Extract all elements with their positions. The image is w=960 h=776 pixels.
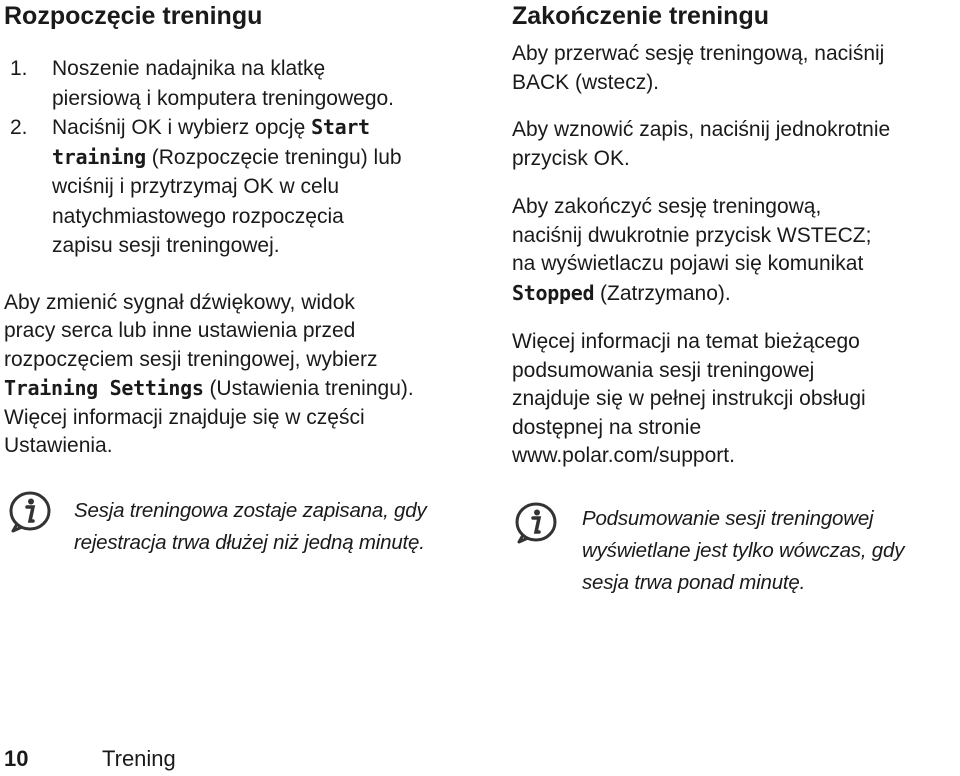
display-term-stopped: Stopped bbox=[512, 280, 595, 305]
paragraph-line: dostępnej na stronie bbox=[512, 415, 702, 439]
support-link[interactable]: www.polar.com/support. bbox=[512, 444, 735, 467]
paragraph-line: Ustawienia. bbox=[4, 434, 113, 457]
section-heading-end: Zakończenie treningu bbox=[512, 2, 769, 30]
paragraph-stop bbox=[512, 40, 958, 97]
footer-section-title: Trening bbox=[102, 746, 176, 771]
note-text bbox=[512, 503, 958, 599]
paragraph-text: (Zatrzymano). bbox=[594, 281, 731, 305]
step-number: 1. bbox=[10, 57, 28, 80]
paragraph-line: BACK (wstecz). bbox=[512, 70, 660, 94]
paragraph-line: Aby przerwać sesję treningową, naciśnij bbox=[512, 42, 885, 65]
paragraph-line: na wyświetlaczu pojawi się komunikat bbox=[512, 252, 864, 275]
paragraph-more-info bbox=[512, 328, 958, 471]
page-number: 10 bbox=[4, 746, 29, 771]
paragraph-line: pracy serca lub inne ustawienia przed bbox=[4, 319, 356, 342]
paragraph-line: znajduje się w pełnej instrukcji obsługi bbox=[512, 387, 866, 410]
step-line: piersiową i komputera treningowego. bbox=[52, 86, 395, 110]
step-line: Noszenie nadajnika na klatkę bbox=[52, 57, 326, 80]
note-line: sesja trwa ponad minutę. bbox=[582, 570, 806, 594]
display-term-training-settings: Training Settings bbox=[4, 376, 204, 400]
note-line: Sesja treningowa zostaje zapisana, gdy bbox=[74, 498, 427, 522]
note-text bbox=[4, 495, 474, 559]
info-note bbox=[512, 503, 958, 599]
paragraph-line: Więcej informacji na temat bieżącego bbox=[512, 330, 860, 353]
page-footer bbox=[4, 744, 176, 774]
paragraph-finish bbox=[512, 193, 958, 308]
paragraph-line: podsumowania sesji treningowej bbox=[512, 358, 815, 382]
info-icon bbox=[8, 490, 54, 536]
display-term-training: training bbox=[52, 144, 146, 169]
section-heading-start: Rozpoczęcie treningu bbox=[4, 2, 263, 30]
step-line: wciśnij i przytrzymaj OK w celu bbox=[52, 175, 340, 198]
display-term-start: Start bbox=[311, 115, 370, 139]
paragraph-line: rozpoczęciem sesji treningowej, wybierz bbox=[4, 347, 378, 371]
list-item bbox=[4, 54, 474, 113]
paragraph-line: Aby zakończyć sesję treningową, bbox=[512, 195, 822, 218]
info-icon bbox=[514, 501, 560, 547]
note-line: wyświetlane jest tylko wówczas, gdy bbox=[582, 538, 905, 562]
paragraph-line: naciśnij dwukrotnie przycisk WSTECZ; bbox=[512, 223, 872, 247]
step-line: zapisu sesji treningowej. bbox=[52, 234, 280, 257]
list-item bbox=[4, 113, 474, 261]
paragraph-resume bbox=[512, 116, 958, 173]
paragraph-line: Aby wznowić zapis, naciśnij jednokrotnie bbox=[512, 118, 891, 141]
paragraph-text: (Ustawienia treningu). bbox=[203, 377, 414, 400]
step-text: Naciśnij OK i wybierz opcję bbox=[52, 116, 312, 139]
note-line: Podsumowanie sesji treningowej bbox=[582, 506, 874, 530]
note-line: rejestracja trwa dłużej niż jedną minutę. bbox=[74, 530, 425, 554]
settings-paragraph bbox=[4, 289, 474, 461]
right-column bbox=[512, 0, 958, 599]
steps-list bbox=[4, 54, 474, 261]
paragraph-line: przycisk OK. bbox=[512, 146, 630, 170]
left-column bbox=[4, 0, 474, 559]
step-number: 2. bbox=[10, 116, 28, 139]
step-text: (Rozpoczęcie treningu) lub bbox=[145, 145, 402, 169]
info-note bbox=[4, 495, 474, 559]
paragraph-line: Więcej informacji znajduje się w części bbox=[4, 405, 365, 429]
paragraph-line: Aby zmienić sygnał dźwiękowy, widok bbox=[4, 290, 355, 314]
step-line: natychmiastowego rozpoczęcia bbox=[52, 204, 344, 228]
